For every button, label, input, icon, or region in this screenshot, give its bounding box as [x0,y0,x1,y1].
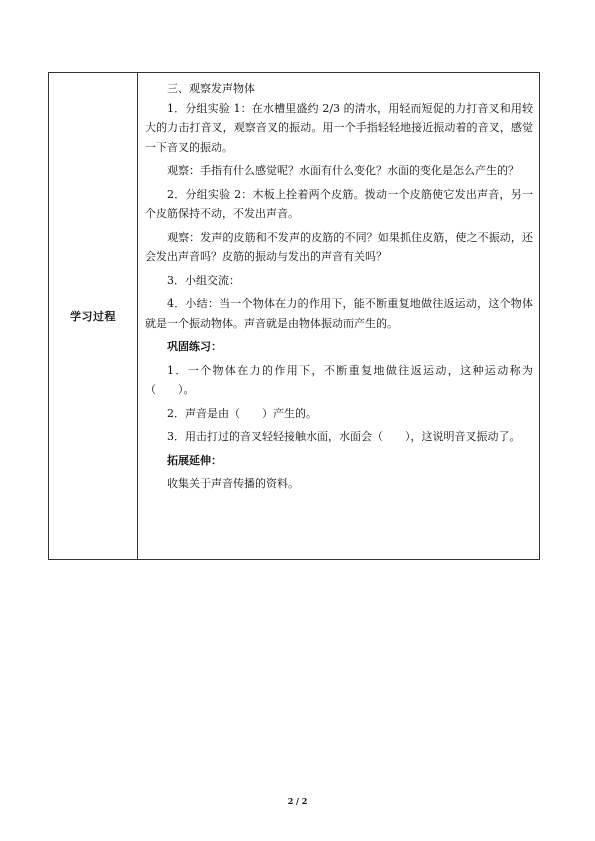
observation-2: 观察：发声的皮筋和不发声的皮筋的不同？如果抓住皮筋，使之不振动，还会发出声音吗？皮筋的振动与发出的声音有关吗？ [145,230,533,263]
extension-heading: 拓展延伸： [167,453,222,467]
question-2: 2．声音是由（ ）产生的。 [167,406,317,420]
practice-heading: 巩固练习： [167,340,222,353]
lesson-table [48,72,540,560]
question-1: 1．一个物体在力的作用下，不断重复地做往返运动，这种运动称为（ ）。 [145,363,533,396]
page-number: 2 / 2 [287,796,308,806]
row-label: 学习过程 [70,310,116,323]
column-divider [137,73,138,559]
experiment-2: 2．分组实验 2：木板上拴着两个皮筋。拨动一个皮筋使它发出声音，另一个皮筋保持不动，不发出声音。 [145,187,533,220]
observation-1: 观察：手指有什么感觉呢？水面有什么变化？水面的变化是怎么产生的？ [167,164,519,177]
section-title: 三、观察发声物体 [167,82,255,95]
experiment-1: 1．分组实验 1：在水槽里盛约 2/3 的清水，用轻而短促的力打音叉和用较大的力击打音叉，观察音叉的振动。用一个手指轻轻地接近振动着的音叉，感觉一下音叉的振动。 [145,101,533,154]
question-3: 3．用击打过的音叉轻轻接触水面，水面会（ ），这说明音叉振动了。 [167,430,521,443]
content-cell [145,79,533,494]
summary: 4．小结：当一个物体在力的作用下，能不断重复地做往返运动，这个物体就是一个振动物体。声音就是由物体振动而产生的。 [145,297,533,330]
group-discussion: 3．小组交流： [167,273,240,287]
extension-text: 收集关于声音传播的资料。 [167,477,299,490]
